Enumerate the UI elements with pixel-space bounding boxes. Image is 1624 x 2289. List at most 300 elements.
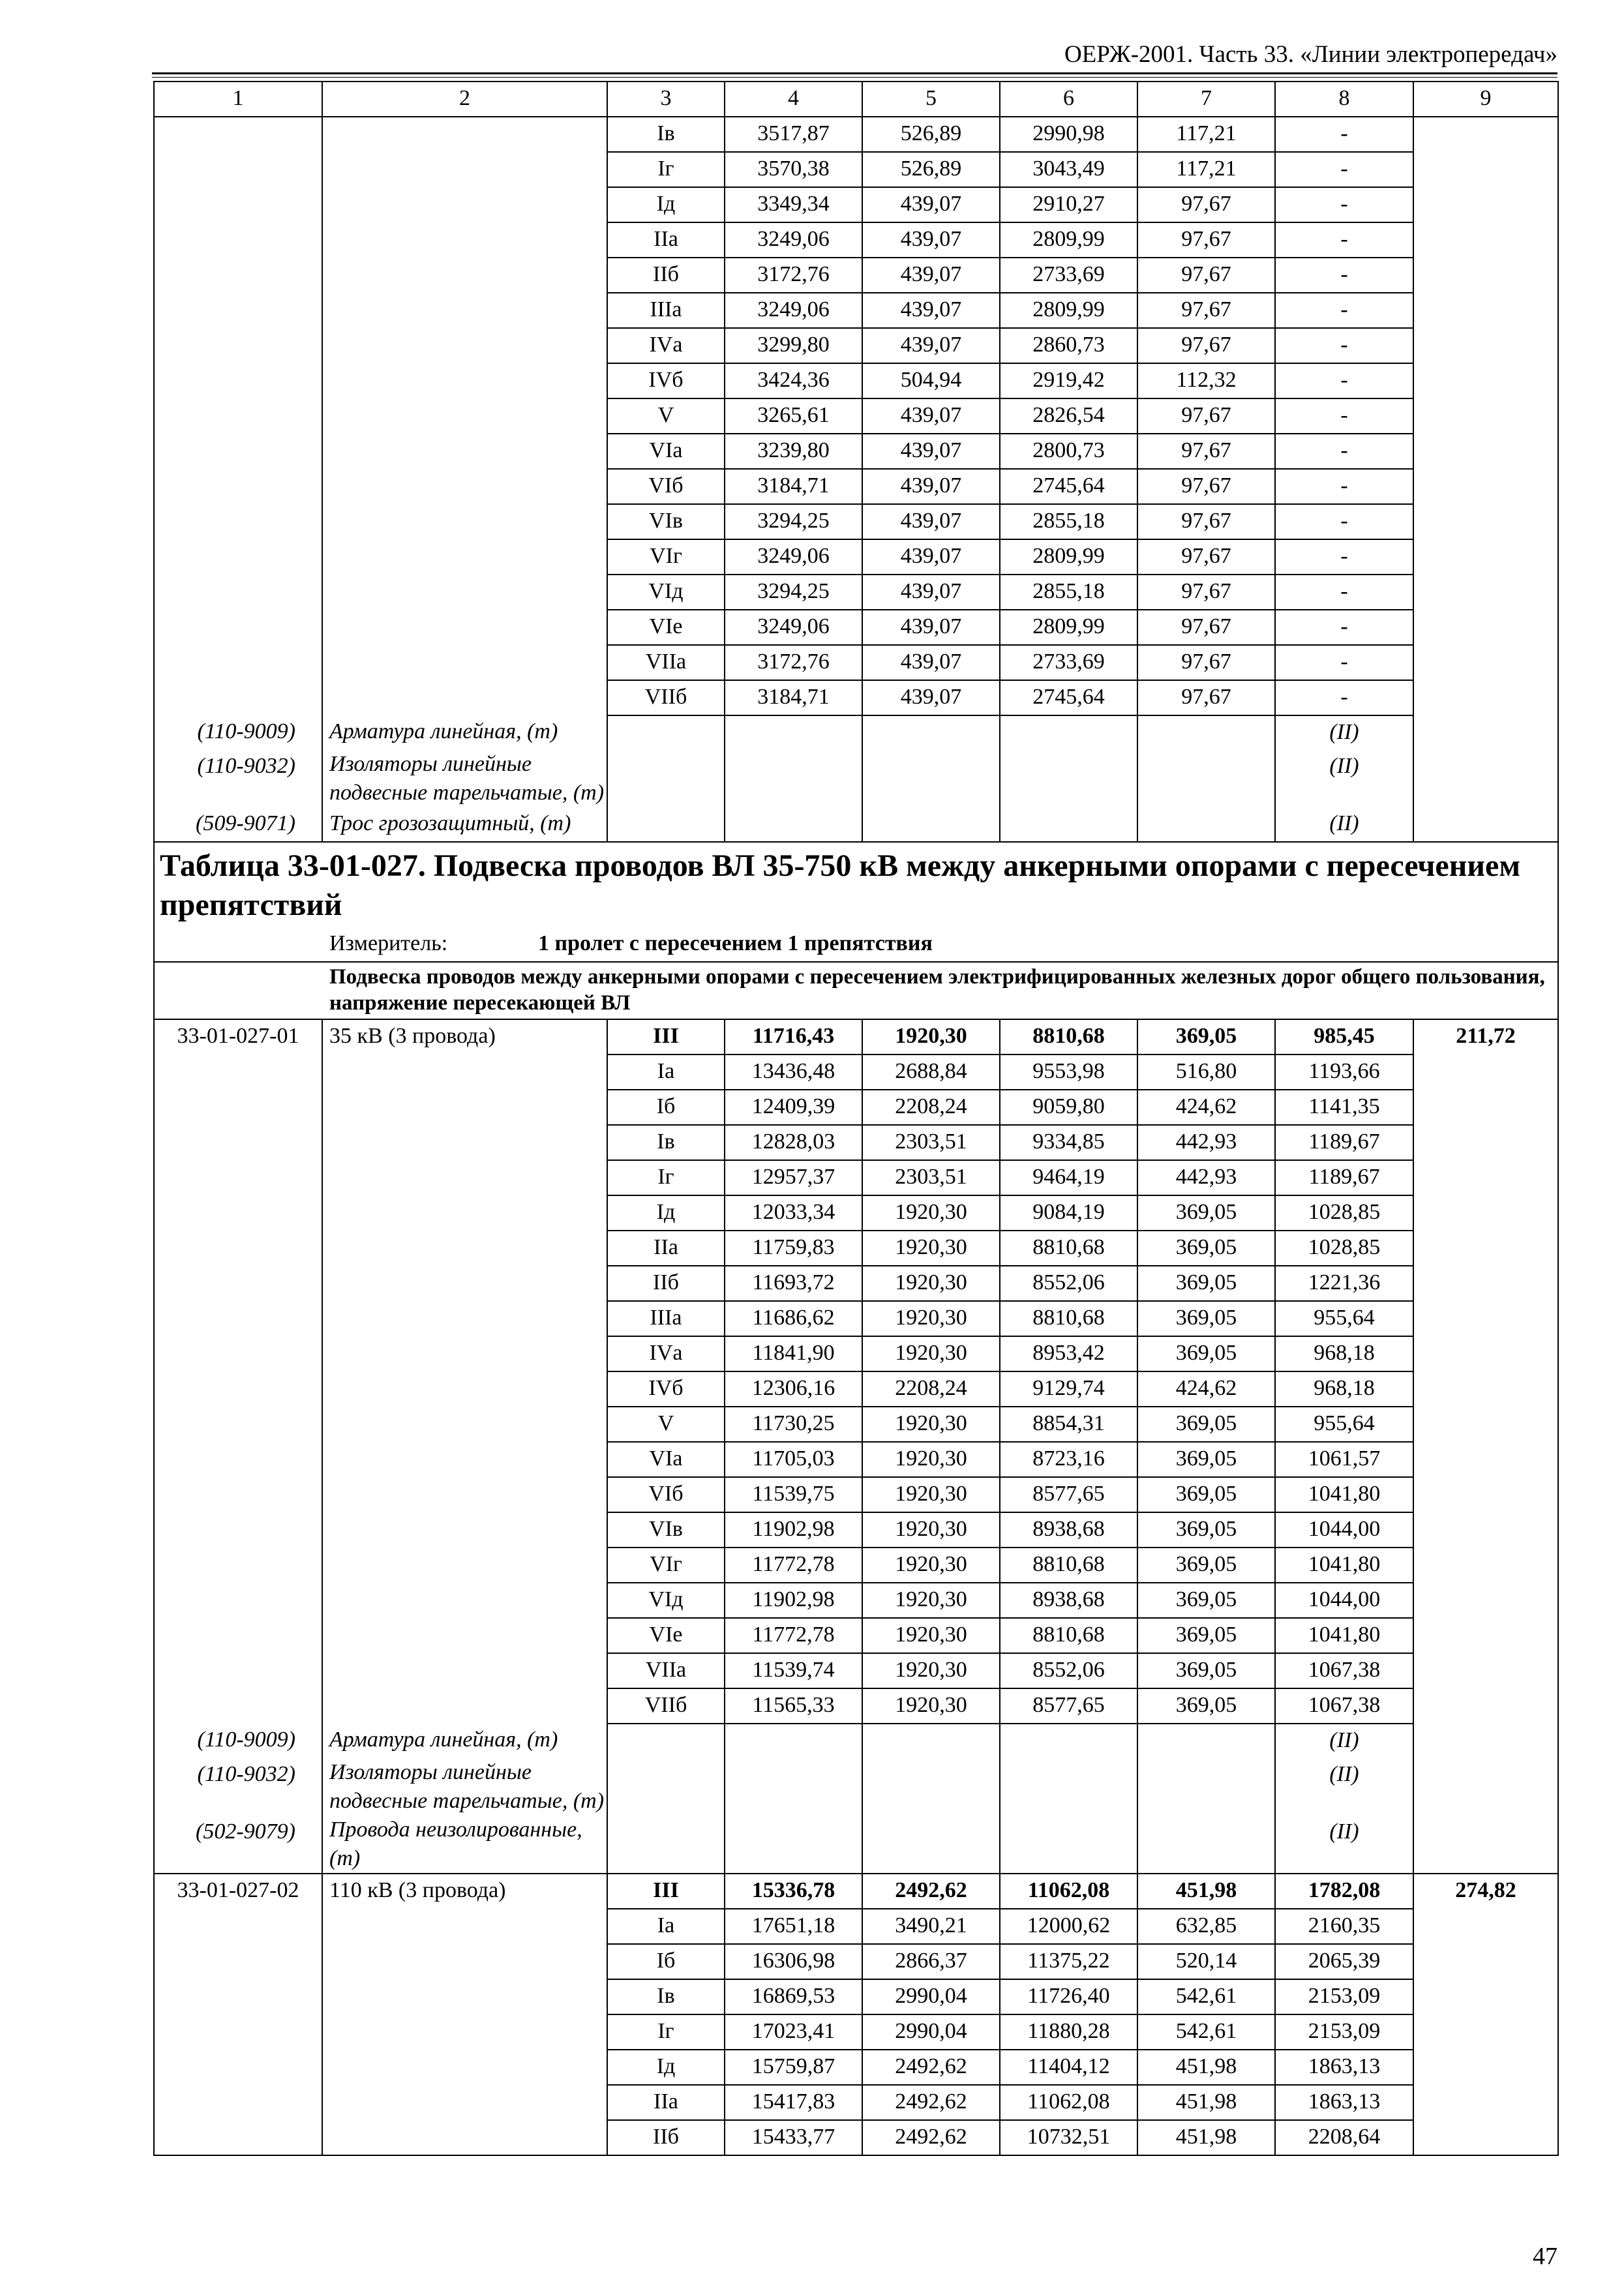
rate-code-empty bbox=[154, 187, 322, 222]
labor-empty bbox=[1413, 2050, 1558, 2085]
operator-wages: 369,05 bbox=[1137, 1231, 1275, 1266]
machines: 9129,74 bbox=[1000, 1371, 1137, 1407]
materials: - bbox=[1275, 187, 1413, 222]
materials: - bbox=[1275, 539, 1413, 575]
zone-code: VIIа bbox=[607, 645, 725, 680]
zone-code: IIа bbox=[607, 1231, 725, 1266]
zone-code: III bbox=[607, 1019, 725, 1055]
labor-empty bbox=[1413, 1195, 1558, 1231]
materials: 1028,85 bbox=[1275, 1195, 1413, 1231]
zone-code: IIб bbox=[607, 258, 725, 293]
table-cell-empty bbox=[607, 1816, 725, 1874]
total-cost: 3294,25 bbox=[725, 504, 862, 539]
table-cell-empty bbox=[1000, 807, 1137, 842]
operator-wages: 369,05 bbox=[1137, 1301, 1275, 1336]
materials: 968,18 bbox=[1275, 1371, 1413, 1407]
table-row bbox=[154, 1548, 1558, 1583]
rate-code-empty bbox=[154, 1336, 322, 1371]
zone-code: Iд bbox=[607, 2050, 725, 2085]
machines: 3043,49 bbox=[1000, 152, 1137, 187]
rate-name-empty bbox=[322, 504, 607, 539]
zone-code: IIIа bbox=[607, 1301, 725, 1336]
header-rule bbox=[152, 72, 1557, 74]
table-row bbox=[154, 1301, 1558, 1336]
total-cost: 11693,72 bbox=[725, 1266, 862, 1301]
zone-code: V bbox=[607, 1407, 725, 1442]
rate-name-empty bbox=[322, 1055, 607, 1090]
table-cell-empty bbox=[862, 750, 1000, 807]
machines: 11375,22 bbox=[1000, 1944, 1137, 1979]
labor-empty bbox=[1413, 1548, 1558, 1583]
wages: 439,07 bbox=[862, 293, 1000, 328]
rate-code-empty bbox=[154, 575, 322, 610]
rate-name-empty bbox=[322, 1653, 607, 1688]
table-row bbox=[154, 539, 1558, 575]
rate-name-empty bbox=[322, 1125, 607, 1160]
table-cell-empty bbox=[725, 1758, 862, 1816]
material-code: (110-9009) bbox=[154, 715, 322, 750]
rate-code-empty bbox=[154, 1442, 322, 1477]
wages: 1920,30 bbox=[862, 1231, 1000, 1266]
total-cost: 3349,34 bbox=[725, 187, 862, 222]
wages: 2303,51 bbox=[862, 1160, 1000, 1195]
table-row bbox=[154, 1979, 1558, 2014]
labor-empty bbox=[1413, 1758, 1558, 1816]
operator-wages: 451,98 bbox=[1137, 2085, 1275, 2120]
machines: 9464,19 bbox=[1000, 1160, 1137, 1195]
materials: 1041,80 bbox=[1275, 1477, 1413, 1512]
rate-code-empty bbox=[154, 117, 322, 152]
machines: 2809,99 bbox=[1000, 222, 1137, 258]
operator-wages: 516,80 bbox=[1137, 1055, 1275, 1090]
materials: 1044,00 bbox=[1275, 1583, 1413, 1618]
table-cell-empty bbox=[725, 1724, 862, 1758]
labor-empty bbox=[1413, 1231, 1558, 1266]
rate-code-empty bbox=[154, 293, 322, 328]
zone-code: Iв bbox=[607, 1125, 725, 1160]
table-row bbox=[154, 1231, 1558, 1266]
total-cost: 3249,06 bbox=[725, 293, 862, 328]
labor-empty bbox=[1413, 398, 1558, 434]
materials: 1782,08 bbox=[1275, 1874, 1413, 1909]
total-cost: 3184,71 bbox=[725, 469, 862, 504]
materials: 955,64 bbox=[1275, 1301, 1413, 1336]
materials: 2153,09 bbox=[1275, 2014, 1413, 2050]
labor-empty bbox=[1413, 610, 1558, 645]
materials: - bbox=[1275, 610, 1413, 645]
materials: 2153,09 bbox=[1275, 1979, 1413, 2014]
zone-code: IIа bbox=[607, 222, 725, 258]
operator-wages: 97,67 bbox=[1137, 469, 1275, 504]
labor-empty bbox=[1413, 1301, 1558, 1336]
rate-name-empty bbox=[322, 1909, 607, 1944]
zone-code: VIа bbox=[607, 434, 725, 469]
machines: 2809,99 bbox=[1000, 610, 1137, 645]
rate-code-empty bbox=[154, 1055, 322, 1090]
wages: 526,89 bbox=[862, 117, 1000, 152]
wages: 439,07 bbox=[862, 187, 1000, 222]
rate-name-empty bbox=[322, 1160, 607, 1195]
operator-wages: 369,05 bbox=[1137, 1266, 1275, 1301]
materials: - bbox=[1275, 152, 1413, 187]
wages: 1920,30 bbox=[862, 1477, 1000, 1512]
total-cost: 3249,06 bbox=[725, 610, 862, 645]
labor-empty bbox=[1413, 2014, 1558, 2050]
machines: 8854,31 bbox=[1000, 1407, 1137, 1442]
zone-code: VIг bbox=[607, 1548, 725, 1583]
labor-empty bbox=[1413, 1090, 1558, 1125]
machines: 9084,19 bbox=[1000, 1195, 1137, 1231]
rate-name-empty bbox=[322, 2120, 607, 2155]
table-row bbox=[154, 1160, 1558, 1195]
wages: 526,89 bbox=[862, 152, 1000, 187]
total-cost: 3570,38 bbox=[725, 152, 862, 187]
rate-name-empty bbox=[322, 1512, 607, 1548]
measure-value: 1 пролет с пересечением 1 препятствия bbox=[538, 931, 933, 955]
labor-empty bbox=[1413, 1407, 1558, 1442]
table-row bbox=[154, 680, 1558, 715]
operator-wages: 542,61 bbox=[1137, 2014, 1275, 2050]
machines: 2745,64 bbox=[1000, 469, 1137, 504]
table-cell-empty bbox=[1000, 1724, 1137, 1758]
total-cost: 16869,53 bbox=[725, 1979, 862, 2014]
rate-name-empty bbox=[322, 363, 607, 398]
machines: 9059,80 bbox=[1000, 1090, 1137, 1125]
table-row bbox=[154, 1371, 1558, 1407]
operator-wages: 97,67 bbox=[1137, 539, 1275, 575]
materials: 1067,38 bbox=[1275, 1688, 1413, 1724]
labor-empty bbox=[1413, 1512, 1558, 1548]
wages: 2688,84 bbox=[862, 1055, 1000, 1090]
wages: 3490,21 bbox=[862, 1909, 1000, 1944]
labor-empty bbox=[1413, 222, 1558, 258]
materials: - bbox=[1275, 117, 1413, 152]
machines: 8953,42 bbox=[1000, 1336, 1137, 1371]
machines: 11404,12 bbox=[1000, 2050, 1137, 2085]
table-title-row bbox=[154, 842, 1558, 927]
wages: 1920,30 bbox=[862, 1653, 1000, 1688]
rate-name-empty bbox=[322, 398, 607, 434]
wages: 1920,30 bbox=[862, 1512, 1000, 1548]
materials: - bbox=[1275, 575, 1413, 610]
material-row bbox=[154, 807, 1558, 842]
column-number: 5 bbox=[862, 82, 1000, 117]
table-cell-empty bbox=[607, 715, 725, 750]
material-mark: (II) bbox=[1275, 1758, 1413, 1816]
operator-wages: 442,93 bbox=[1137, 1160, 1275, 1195]
machines: 8810,68 bbox=[1000, 1618, 1137, 1653]
table-row bbox=[154, 434, 1558, 469]
total-cost: 15417,83 bbox=[725, 2085, 862, 2120]
material-row bbox=[154, 1758, 1558, 1816]
rate-name-empty bbox=[322, 258, 607, 293]
wages: 439,07 bbox=[862, 222, 1000, 258]
table-cell-empty bbox=[725, 750, 862, 807]
labor-empty bbox=[1413, 575, 1558, 610]
material-row bbox=[154, 1816, 1558, 1874]
table-row bbox=[154, 1653, 1558, 1688]
rate-code-empty bbox=[154, 2050, 322, 2085]
total-cost: 12306,16 bbox=[725, 1371, 862, 1407]
rate-name-empty bbox=[322, 1266, 607, 1301]
materials: 2208,64 bbox=[1275, 2120, 1413, 2155]
labor-empty bbox=[1413, 1266, 1558, 1301]
rate-code-empty bbox=[154, 434, 322, 469]
rate-code-empty bbox=[154, 504, 322, 539]
labor-empty bbox=[1413, 434, 1558, 469]
rate-name-empty bbox=[322, 2014, 607, 2050]
rates-table bbox=[153, 81, 1559, 2156]
total-cost: 11841,90 bbox=[725, 1336, 862, 1371]
table-cell-empty bbox=[607, 1758, 725, 1816]
machines: 2733,69 bbox=[1000, 258, 1137, 293]
page-header: ОЕРЖ-2001. Часть 33. «Линии электропередач» bbox=[1064, 41, 1557, 68]
total-cost: 11772,78 bbox=[725, 1618, 862, 1653]
zone-code: IIб bbox=[607, 1266, 725, 1301]
total-cost: 11686,62 bbox=[725, 1301, 862, 1336]
zone-code: Iг bbox=[607, 152, 725, 187]
operator-wages: 117,21 bbox=[1137, 117, 1275, 152]
machines: 8810,68 bbox=[1000, 1548, 1137, 1583]
machines: 9334,85 bbox=[1000, 1125, 1137, 1160]
rate-name-empty bbox=[322, 2085, 607, 2120]
operator-wages: 451,98 bbox=[1137, 1874, 1275, 1909]
operator-wages: 97,67 bbox=[1137, 504, 1275, 539]
zone-code: Iд bbox=[607, 187, 725, 222]
section-description: Подвеска проводов между анкерными опорами с пересечением электрифицированных железных дорог общего пользования, напряжение пересекающей ВЛ bbox=[154, 962, 1558, 1019]
labor-empty bbox=[1413, 1909, 1558, 1944]
total-cost: 3172,76 bbox=[725, 258, 862, 293]
material-name: Провода неизолированные, (т) bbox=[322, 1816, 607, 1874]
column-number: 6 bbox=[1000, 82, 1137, 117]
materials: 2065,39 bbox=[1275, 1944, 1413, 1979]
materials: 1041,80 bbox=[1275, 1618, 1413, 1653]
table-cell-empty bbox=[607, 1724, 725, 1758]
operator-wages: 369,05 bbox=[1137, 1688, 1275, 1724]
zone-code: Iг bbox=[607, 1160, 725, 1195]
rate-code-empty bbox=[154, 680, 322, 715]
rate-code-empty bbox=[154, 2014, 322, 2050]
rate-code: 33-01-027-02 bbox=[154, 1874, 322, 1909]
total-cost: 3239,80 bbox=[725, 434, 862, 469]
materials: 985,45 bbox=[1275, 1019, 1413, 1055]
operator-wages: 542,61 bbox=[1137, 1979, 1275, 2014]
wages: 2492,62 bbox=[862, 2085, 1000, 2120]
zone-code: Iа bbox=[607, 1909, 725, 1944]
wages: 439,07 bbox=[862, 258, 1000, 293]
material-row bbox=[154, 715, 1558, 750]
header-rule-thin bbox=[152, 77, 1557, 78]
operator-wages: 424,62 bbox=[1137, 1090, 1275, 1125]
rate-name-empty bbox=[322, 1583, 607, 1618]
wages: 1920,30 bbox=[862, 1583, 1000, 1618]
zone-code: VIIб bbox=[607, 1688, 725, 1724]
wages: 1920,30 bbox=[862, 1019, 1000, 1055]
table-cell-empty bbox=[1000, 750, 1137, 807]
zone-code: Iв bbox=[607, 117, 725, 152]
machines: 11726,40 bbox=[1000, 1979, 1137, 2014]
wages: 1920,30 bbox=[862, 1442, 1000, 1477]
operator-wages: 369,05 bbox=[1137, 1195, 1275, 1231]
total-cost: 16306,98 bbox=[725, 1944, 862, 1979]
total-cost: 11759,83 bbox=[725, 1231, 862, 1266]
materials: 968,18 bbox=[1275, 1336, 1413, 1371]
rate-code-empty bbox=[154, 1653, 322, 1688]
table-row bbox=[154, 1442, 1558, 1477]
wages: 439,07 bbox=[862, 575, 1000, 610]
labor-empty bbox=[1413, 1724, 1558, 1758]
machines: 2855,18 bbox=[1000, 575, 1137, 610]
zone-code: IIб bbox=[607, 2120, 725, 2155]
labor-empty bbox=[1413, 1979, 1558, 2014]
description-row bbox=[154, 962, 1558, 1019]
materials: 1863,13 bbox=[1275, 2050, 1413, 2085]
total-cost: 3184,71 bbox=[725, 680, 862, 715]
table-row bbox=[154, 1055, 1558, 1090]
materials: 1044,00 bbox=[1275, 1512, 1413, 1548]
rate-name-empty bbox=[322, 328, 607, 363]
table-row bbox=[154, 1019, 1558, 1055]
zone-code: VIв bbox=[607, 1512, 725, 1548]
measure-row bbox=[154, 927, 1558, 962]
zone-code: VIб bbox=[607, 1477, 725, 1512]
material-mark: (II) bbox=[1275, 715, 1413, 750]
table-cell-empty bbox=[1000, 715, 1137, 750]
rate-name-empty bbox=[322, 1979, 607, 2014]
labor-empty bbox=[1413, 293, 1558, 328]
column-number: 2 bbox=[322, 82, 607, 117]
wages: 1920,30 bbox=[862, 1266, 1000, 1301]
rate-name-empty bbox=[322, 1477, 607, 1512]
material-code: (110-9009) bbox=[154, 1724, 322, 1758]
rate-code-empty bbox=[154, 2085, 322, 2120]
table-row bbox=[154, 504, 1558, 539]
machines: 11062,08 bbox=[1000, 1874, 1137, 1909]
total-cost: 11730,25 bbox=[725, 1407, 862, 1442]
total-cost: 3294,25 bbox=[725, 575, 862, 610]
machines: 11062,08 bbox=[1000, 2085, 1137, 2120]
machines: 12000,62 bbox=[1000, 1909, 1137, 1944]
wages: 1920,30 bbox=[862, 1407, 1000, 1442]
column-numbers-row bbox=[154, 82, 1558, 117]
table-row bbox=[154, 2085, 1558, 2120]
rate-code-empty bbox=[154, 363, 322, 398]
operator-wages: 369,05 bbox=[1137, 1653, 1275, 1688]
rate-code-empty bbox=[154, 328, 322, 363]
wages: 1920,30 bbox=[862, 1688, 1000, 1724]
zone-code: Iд bbox=[607, 1195, 725, 1231]
wages: 1920,30 bbox=[862, 1548, 1000, 1583]
rate-name-empty bbox=[322, 1944, 607, 1979]
wages: 439,07 bbox=[862, 645, 1000, 680]
operator-wages: 369,05 bbox=[1137, 1477, 1275, 1512]
material-row bbox=[154, 1724, 1558, 1758]
materials: 1067,38 bbox=[1275, 1653, 1413, 1688]
wages: 2866,37 bbox=[862, 1944, 1000, 1979]
wages: 1920,30 bbox=[862, 1301, 1000, 1336]
rate-name-empty bbox=[322, 1231, 607, 1266]
total-cost: 11705,03 bbox=[725, 1442, 862, 1477]
table-row bbox=[154, 1512, 1558, 1548]
rate-code-empty bbox=[154, 1909, 322, 1944]
labor-empty bbox=[1413, 680, 1558, 715]
machines: 8938,68 bbox=[1000, 1512, 1137, 1548]
table-row bbox=[154, 1874, 1558, 1909]
labor-empty bbox=[1413, 1583, 1558, 1618]
wages: 439,07 bbox=[862, 610, 1000, 645]
materials: - bbox=[1275, 293, 1413, 328]
rate-code-empty bbox=[154, 1125, 322, 1160]
zone-code: VIIа bbox=[607, 1653, 725, 1688]
operator-wages: 97,67 bbox=[1137, 645, 1275, 680]
operator-wages: 97,67 bbox=[1137, 610, 1275, 645]
zone-code: VIд bbox=[607, 1583, 725, 1618]
rate-code-empty bbox=[154, 469, 322, 504]
rate-name-empty bbox=[322, 680, 607, 715]
total-cost: 11565,33 bbox=[725, 1688, 862, 1724]
machines: 2809,99 bbox=[1000, 539, 1137, 575]
total-cost: 11539,75 bbox=[725, 1477, 862, 1512]
total-cost: 3265,61 bbox=[725, 398, 862, 434]
zone-code: VIе bbox=[607, 1618, 725, 1653]
zone-code: VIд bbox=[607, 575, 725, 610]
material-mark: (II) bbox=[1275, 750, 1413, 807]
rate-name-empty bbox=[322, 1548, 607, 1583]
rate-code-empty bbox=[154, 1160, 322, 1195]
table-cell-empty bbox=[607, 807, 725, 842]
machines: 8810,68 bbox=[1000, 1301, 1137, 1336]
wages: 2990,04 bbox=[862, 2014, 1000, 2050]
operator-wages: 369,05 bbox=[1137, 1512, 1275, 1548]
labor-cost: 211,72 bbox=[1413, 1019, 1558, 1055]
labor-empty bbox=[1413, 2120, 1558, 2155]
total-cost: 11902,98 bbox=[725, 1583, 862, 1618]
zone-code: IVа bbox=[607, 1336, 725, 1371]
materials: - bbox=[1275, 398, 1413, 434]
table-title: Таблица 33-01-027. Подвеска проводов ВЛ 35-750 кВ между анкерными опорами с пересечением препятствий bbox=[154, 842, 1558, 927]
zone-code: Iб bbox=[607, 1944, 725, 1979]
labor-empty bbox=[1413, 1160, 1558, 1195]
table-row bbox=[154, 328, 1558, 363]
labor-empty bbox=[1413, 1336, 1558, 1371]
wages: 2492,62 bbox=[862, 2120, 1000, 2155]
rate-name-empty bbox=[322, 222, 607, 258]
rate-code-empty bbox=[154, 1231, 322, 1266]
table-row bbox=[154, 1477, 1558, 1512]
zone-code: VIб bbox=[607, 469, 725, 504]
materials: - bbox=[1275, 222, 1413, 258]
wages: 439,07 bbox=[862, 434, 1000, 469]
labor-empty bbox=[1413, 750, 1558, 807]
wages: 439,07 bbox=[862, 539, 1000, 575]
rate-name-empty bbox=[322, 1407, 607, 1442]
materials: 1189,67 bbox=[1275, 1160, 1413, 1195]
table-row bbox=[154, 2050, 1558, 2085]
labor-empty bbox=[1413, 1477, 1558, 1512]
rate-code-empty bbox=[154, 1583, 322, 1618]
labor-empty bbox=[1413, 1653, 1558, 1688]
measure-label: Измеритель: bbox=[329, 931, 448, 955]
table-row bbox=[154, 469, 1558, 504]
operator-wages: 97,67 bbox=[1137, 680, 1275, 715]
labor-empty bbox=[1413, 1442, 1558, 1477]
labor-empty bbox=[1413, 363, 1558, 398]
operator-wages: 451,98 bbox=[1137, 2120, 1275, 2155]
machines: 2855,18 bbox=[1000, 504, 1137, 539]
rate-name: 35 кВ (3 провода) bbox=[322, 1019, 607, 1055]
labor-empty bbox=[1413, 258, 1558, 293]
total-cost: 11772,78 bbox=[725, 1548, 862, 1583]
